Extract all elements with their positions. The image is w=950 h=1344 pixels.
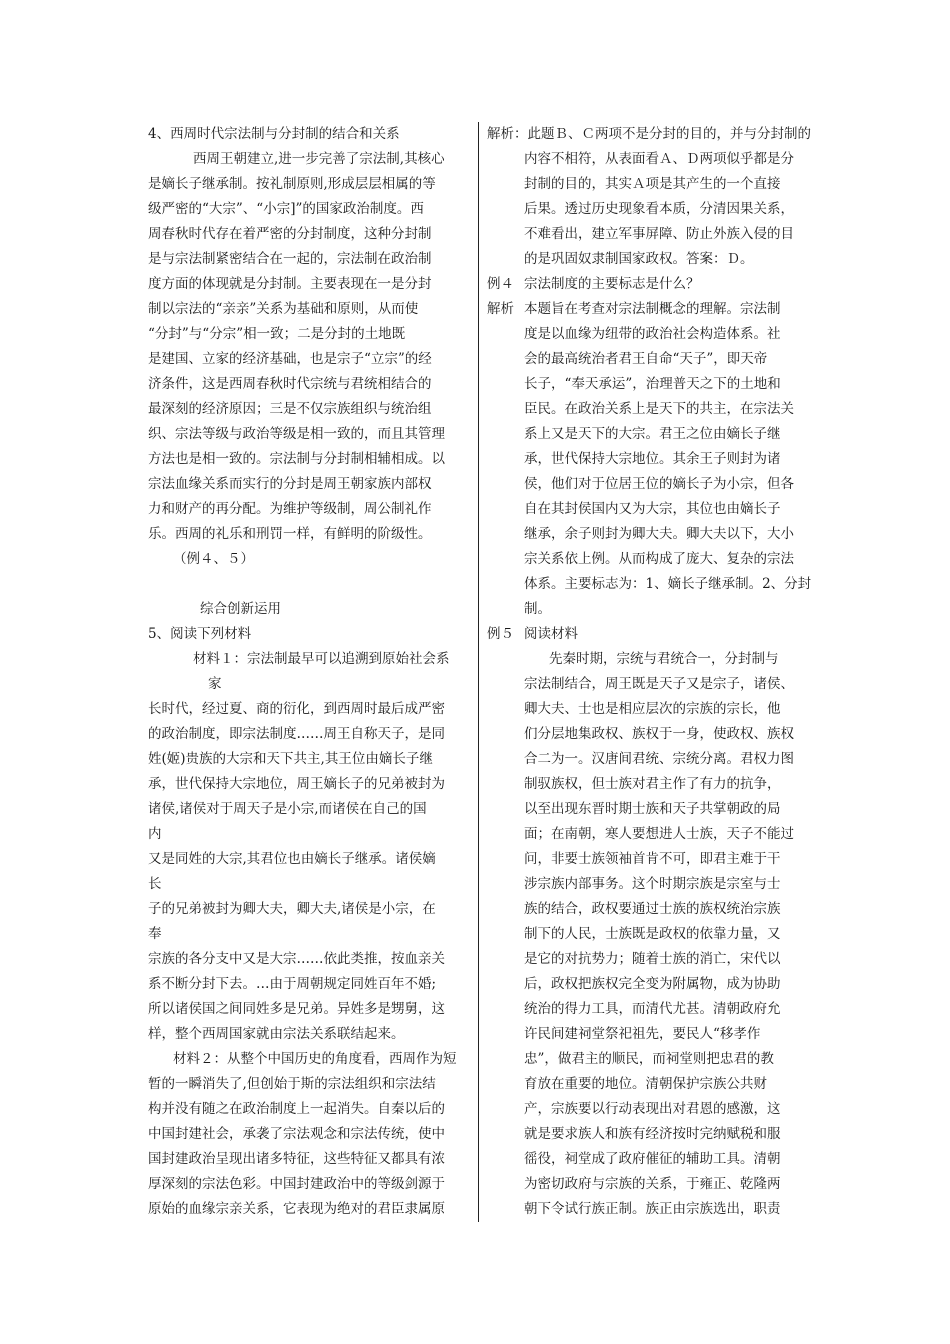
- right-column: [487, 122, 812, 1222]
- text-line: 涉宗族内部事务。这个时期宗族是宗室与士: [524, 876, 781, 892]
- section-5-heading: 5、阅读下列材料: [148, 626, 252, 642]
- text-line: 徭役，祠堂成了政府催征的辅助工具。清朝: [524, 1151, 781, 1167]
- text-line: 宗关系依上例。从而构成了庞大、复杂的宗法: [524, 551, 794, 567]
- text-line: 制。: [524, 601, 551, 617]
- text-line: 系不断分封下去。…由于周朝规定同姓百年不婚;: [148, 976, 437, 992]
- text-line: 是它的对抗势力；随着士族的消亡，宋代以: [524, 951, 781, 967]
- spacer: [148, 572, 470, 597]
- text-line: 中国封建社会，承袭了宗法观念和宗法传统，使中: [148, 1126, 445, 1142]
- text-line: 长: [148, 876, 162, 892]
- text-line: 承，世代保持大宗地位，周王嫡长子的兄弟被封为: [148, 776, 445, 792]
- text-line: 宗法血缘关系而实行的分封是周王朝家族内部权: [148, 476, 432, 492]
- text-line: 方法也是相一致的。宗法制与分封制相辅相成。以: [148, 451, 445, 467]
- text-line: 族的结合，政权要通过士族的族权统治宗族: [524, 901, 781, 917]
- left-column: [148, 122, 470, 1222]
- text-line: 长时代，经过夏、商的衍化，到西周时最后成严密: [148, 701, 445, 717]
- text-line: 后果。透过历史现象看本质，分清因果关系，: [524, 201, 794, 217]
- text-line: 是嫡长子继承制。按礼制原则,形成层层相属的等: [148, 176, 436, 192]
- analysis-1-body: [487, 147, 809, 272]
- text-line: 度是以血缘为纽带的政治社会构造体系。社: [524, 326, 781, 342]
- material-2-first-line: 材料２：从整个中国历史的角度看，西周作为短: [173, 1051, 457, 1067]
- text-line: 暂的一瞬消失了,但创始于斯的宗法组织和宗法结: [148, 1076, 436, 1092]
- text-line: 朝下令试行族正制。族正由宗族选出，职责: [524, 1201, 781, 1217]
- text-line: 会的最高统治者君王自命“天子”，即天帝: [524, 351, 768, 367]
- section-4-body: [148, 147, 470, 547]
- text-line: 制下的人民，士族既是政权的依靠力量，又: [524, 926, 781, 942]
- example-4-line: [487, 272, 809, 297]
- material-1-first-line: 材料１：宗法制最早可以追溯到原始社会系: [193, 651, 450, 667]
- analysis-2-first-line: [487, 297, 809, 322]
- text-line: 厚深刻的宗法色彩。中国封建政治中的等级剑源于: [148, 1176, 445, 1192]
- text-line: 长子，“奉天承运”，治理普天之下的土地和: [524, 376, 781, 392]
- text-line: 的是巩固奴隶制国家政权。答案：Ｄ。: [524, 251, 754, 267]
- text-line: 构并没有随之在政治制度上一起消失。自秦以后的: [148, 1101, 445, 1117]
- text-line: 子的兄弟被封为卿大夫，卿大夫,诸侯是小宗，在: [148, 901, 436, 917]
- text-line: 制驭族权，但士族对君主作了有力的抗争，: [524, 776, 781, 792]
- analysis-1-first-text: 此题Ｂ、Ｃ两项不是分封的目的，并与分封制的: [527, 126, 811, 142]
- text-line: 内容不相符，从表面看Ａ、Ｄ两项似乎都是分: [524, 151, 794, 167]
- analysis-1-label: 解析：: [487, 126, 528, 142]
- text-line: 们分层地集政权、族权于一身，使政权、族权: [524, 726, 794, 742]
- analysis-1-first-line: [487, 122, 809, 147]
- text-line: 系上又是天下的大宗。君王之位由嫡长子继: [524, 426, 781, 442]
- text-line: 为密切政府与宗族的关系，于雍正、乾隆两: [524, 1176, 781, 1192]
- text-line: 合二为一。汉唐间君统、宗统分离。君权力图: [524, 751, 794, 767]
- text-line: 乐。西周的礼乐和刑罚一样，有鲜明的阶级性。: [148, 526, 432, 542]
- text-line: 以至出现东晋时期士族和天子共掌朝政的局: [524, 801, 781, 817]
- text-line: 周春秋时代存在着严密的分封制度，这种分封制: [148, 226, 432, 242]
- text-line: 制以宗法的“亲亲”关系为基础和原则，从而使: [148, 301, 419, 317]
- text-line: 承，世代保持大宗地位。其余王子则封为诸: [524, 451, 781, 467]
- text-line: 面；在南朝，寒人要想进人士族，天子不能过: [524, 826, 794, 842]
- text-line: 问，非要士族领袖首肯不可，即君主难于干: [524, 851, 781, 867]
- example-5-body: [487, 672, 809, 1222]
- text-line: 的政治制度，即宗法制度……周王自称天子，是同: [148, 726, 445, 742]
- text-line: 力和财产的再分配。为维护等级制，周公制礼作: [148, 501, 432, 517]
- column-divider: [478, 122, 479, 1222]
- text-line: 济条件，这是西周春秋时代宗统与君统相结合的: [148, 376, 432, 392]
- example-5-title: 阅读材料: [524, 626, 578, 642]
- text-line: 体系。主要标志为：1、嫡长子继承制。2、分封: [524, 576, 812, 592]
- text-line: 西周王朝建立,进一步完善了宗法制,其核心: [193, 151, 445, 167]
- section-4-heading: 4、西周时代宗法制与分封制的结合和关系: [148, 126, 400, 142]
- text-line: 侯，他们对于位居王位的嫡长子为小宗，但各: [524, 476, 794, 492]
- analysis-2-body: [487, 322, 812, 622]
- text-line: 臣民。在政治关系上是天下的共主，在宗法关: [524, 401, 794, 417]
- text-line: 卿大夫、士也是相应层次的宗族的宗长，他: [524, 701, 781, 717]
- text-line: 统治的得力工具，而清代尤甚。清朝政府允: [524, 1001, 781, 1017]
- example-4-question: 宗法制度的主要标志是什么？: [524, 276, 700, 292]
- analysis-2-first-text: 本题旨在考查对宗法制概念的理解。宗法制: [524, 301, 781, 317]
- material-1-body: [148, 697, 470, 1047]
- text-line: 许民间建祠堂祭祀祖先，要民人“移孝作: [524, 1026, 761, 1042]
- subsection-title: 综合创新运用: [200, 601, 281, 617]
- text-line: “分封”与“分宗”相一致；二是分封的土地既: [148, 326, 406, 342]
- text-line: 自在其封侯国内又为大宗，其位也由嫡长子: [524, 501, 781, 517]
- text-line: 宗法制结合，周王既是天子又是宗子，诸侯、: [524, 676, 794, 692]
- analysis-2-label: 解析: [487, 301, 514, 317]
- text-line: 产，宗族要以行动表现出对君恩的感激，这: [524, 1101, 781, 1117]
- text-line: 样，整个西周国家就由宗法关系联结起来。: [148, 1026, 405, 1042]
- text-line: 奉: [148, 926, 162, 942]
- text-line: 最深刻的经济原因；三是不仅宗族组织与统治组: [148, 401, 432, 417]
- section-4-note: （例４、５）: [173, 551, 254, 567]
- text-line: 姓(姬)贵族的大宗和天下共主,其王位由嫡长子继: [148, 751, 433, 767]
- text-line: 不难看出，建立军事屏障、防止外族入侵的目: [524, 226, 794, 242]
- text-line: 又是同姓的大宗,其君位也由嫡长子继承。诸侯嫡: [148, 851, 436, 867]
- text-line: 育放在重要的地位。清朝保护宗族公共财: [524, 1076, 767, 1092]
- material-2-body: [148, 1072, 470, 1222]
- text-line: 就是要求族人和族有经济按时完纳赋税和服: [524, 1126, 781, 1142]
- text-line: 度方面的体现就是分封制。主要表现在一是分封: [148, 276, 432, 292]
- text-line: 忠”，做君主的顺民，而祠堂则把忠君的教: [524, 1051, 774, 1067]
- text-line: 诸侯,诸侯对于周天子是小宗,而诸侯在自己的国: [148, 801, 427, 817]
- text-line: 织、宗法等级与政治等级是相一致的，而且其管理: [148, 426, 445, 442]
- example-5-first-line: 先秦时期，宗统与君统合一，分封制与: [549, 651, 779, 667]
- text-line: 所以诸侯国之间同姓多是兄弟。异姓多是甥舅，这: [148, 1001, 445, 1017]
- material-1-wrap-line: 家: [208, 676, 222, 692]
- text-line: 级严密的“大宗”、“小宗]”的国家政治制度。西: [148, 201, 424, 217]
- text-line: 是建国、立家的经济基础，也是宗子“立宗”的经: [148, 351, 432, 367]
- example-4-label: 例４: [487, 276, 514, 292]
- text-line: 宗族的各分支中又是大宗……依此类推，按血亲关: [148, 951, 445, 967]
- text-line: 封制的目的，其实Ａ项是其产生的一个直接: [524, 176, 781, 192]
- text-line: 是与宗法制紧密结合在一起的，宗法制在政治制: [148, 251, 432, 267]
- text-line: 内: [148, 826, 162, 842]
- text-line: 国封建政治呈现出诸多特征，这些特征又都具有浓: [148, 1151, 445, 1167]
- text-line: 后，政权把族权完全变为附属物，成为协助: [524, 976, 781, 992]
- example-5-label: 例５: [487, 626, 514, 642]
- example-5-line: [487, 622, 809, 647]
- text-line: 继承，余子则封为卿大夫。卿大夫以下，大小: [524, 526, 794, 542]
- text-line: 原始的血缘宗亲关系，它表现为绝对的君臣隶属原: [148, 1201, 445, 1217]
